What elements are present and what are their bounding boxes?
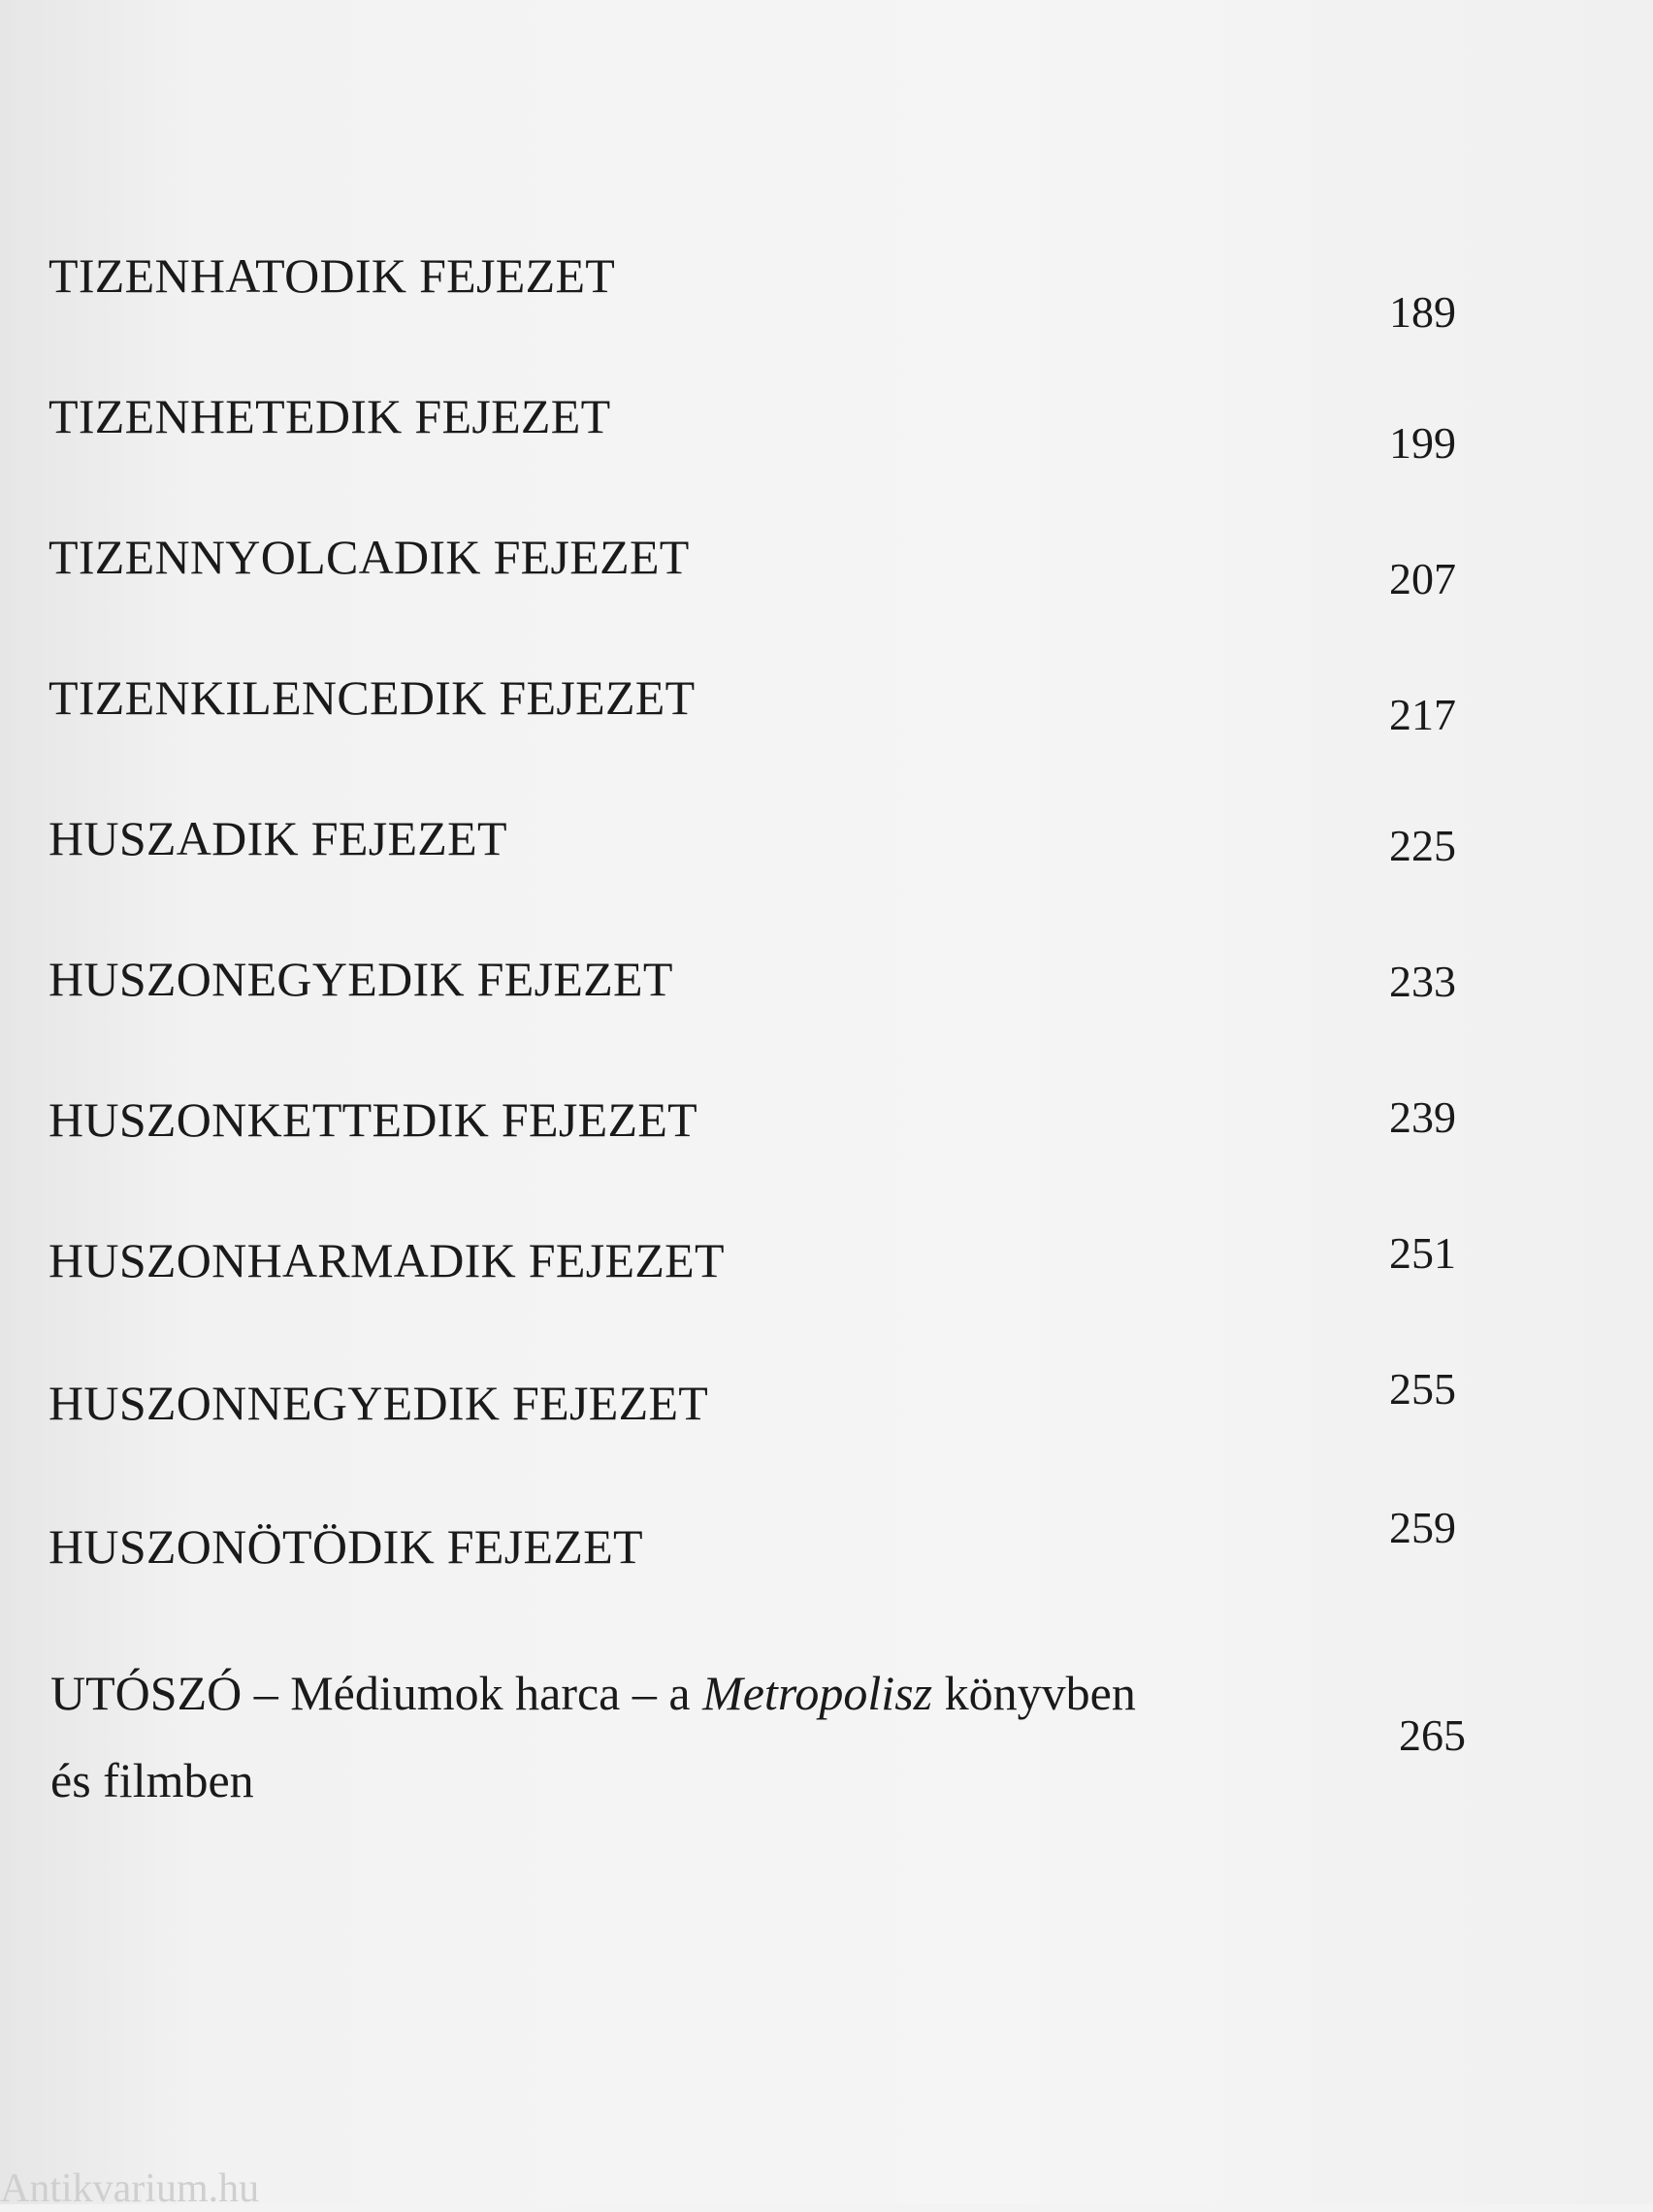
chapter-title: HUSZONKETTEDIK FEJEZET — [49, 1092, 698, 1147]
toc-entry — [0, 1503, 1653, 1615]
page-number: 239 — [1389, 1092, 1456, 1142]
page-number: 255 — [1389, 1364, 1456, 1414]
chapter-title: HUSZONHARMADIK FEJEZET — [49, 1233, 725, 1287]
afterword-prefix: UTÓSZÓ – Médiumok harca – a — [50, 1666, 703, 1720]
page-number: 189 — [1389, 287, 1456, 337]
toc-entry — [0, 247, 1653, 344]
toc-entry — [0, 529, 1653, 626]
toc-entry — [0, 388, 1653, 485]
page-number: 225 — [1389, 821, 1456, 870]
page-number: 251 — [1389, 1228, 1456, 1278]
page-number: 199 — [1389, 418, 1456, 468]
chapter-title: TIZENKILENCEDIK FEJEZET — [49, 670, 696, 725]
chapter-title: HUSZONEGYEDIK FEJEZET — [49, 952, 673, 1006]
toc-entry — [0, 1091, 1653, 1188]
chapter-title: TIZENHATODIK FEJEZET — [49, 248, 616, 303]
chapter-title: HUSZONNEGYEDIK FEJEZET — [49, 1376, 709, 1430]
page-number: 233 — [1389, 957, 1456, 1006]
chapter-title: HUSZADIK FEJEZET — [49, 811, 507, 865]
afterword-suffix: könyvben — [932, 1666, 1136, 1720]
afterword-title — [50, 1649, 1312, 1824]
chapter-title: TIZENNYOLCADIK FEJEZET — [49, 530, 690, 584]
page-number: 259 — [1389, 1503, 1456, 1552]
chapter-title: HUSZONÖTÖDIK FEJEZET — [49, 1519, 643, 1574]
page-number: 207 — [1389, 554, 1456, 603]
toc-entry — [0, 1364, 1653, 1472]
watermark: Antikvarium.hu — [0, 2166, 260, 2211]
afterword-page-number: 265 — [1399, 1710, 1466, 1760]
toc-entry — [0, 1228, 1653, 1329]
page-number: 217 — [1389, 690, 1456, 739]
afterword-line2: és filmben — [50, 1753, 254, 1807]
toc-entry — [0, 951, 1653, 1048]
afterword-italic-title: Metropolisz — [702, 1666, 933, 1720]
toc-entry — [0, 810, 1653, 907]
chapter-title: TIZENHETEDIK FEJEZET — [49, 389, 611, 443]
toc-entry — [0, 669, 1653, 766]
